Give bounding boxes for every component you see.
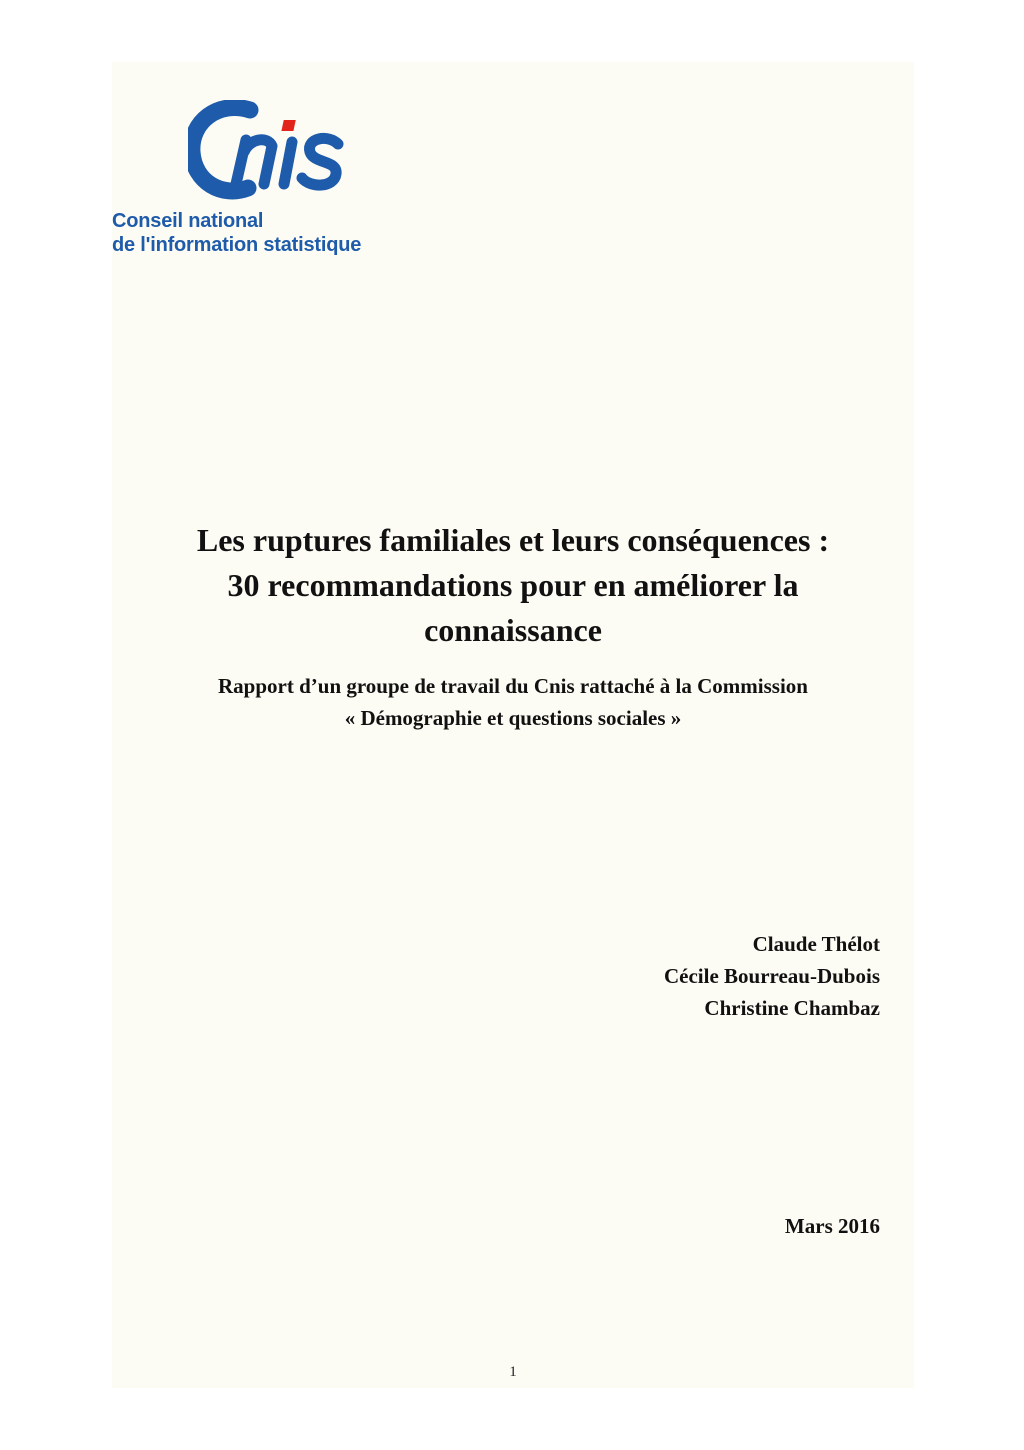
title-line-1: Les ruptures familiales et leurs conséquences :	[196, 522, 830, 558]
author-name: Claude Thélot	[752, 932, 880, 956]
publication-date: Mars 2016	[784, 1214, 880, 1238]
report-subtitle	[112, 670, 914, 734]
title-line-2: 30 recommandations pour en améliorer la	[227, 567, 799, 603]
logo-line-1: Conseil national	[112, 210, 264, 232]
cnis-logo	[112, 100, 412, 260]
subtitle-line-2: « Démographie et questions sociales »	[344, 706, 682, 730]
author-list	[664, 928, 880, 1024]
title-line-3: connaissance	[424, 612, 602, 648]
report-title	[112, 518, 914, 653]
logo-line-2: de l'information statistique	[112, 234, 362, 256]
document-page	[112, 62, 914, 1388]
author-name: Cécile Bourreau-Dubois	[663, 964, 880, 988]
subtitle-line-1: Rapport d’un groupe de travail du Cnis rattaché à la Commission	[218, 674, 808, 698]
cnis-wordmark-icon	[188, 100, 378, 200]
page-number: 1	[509, 1364, 517, 1380]
author-name: Christine Chambaz	[704, 996, 880, 1020]
